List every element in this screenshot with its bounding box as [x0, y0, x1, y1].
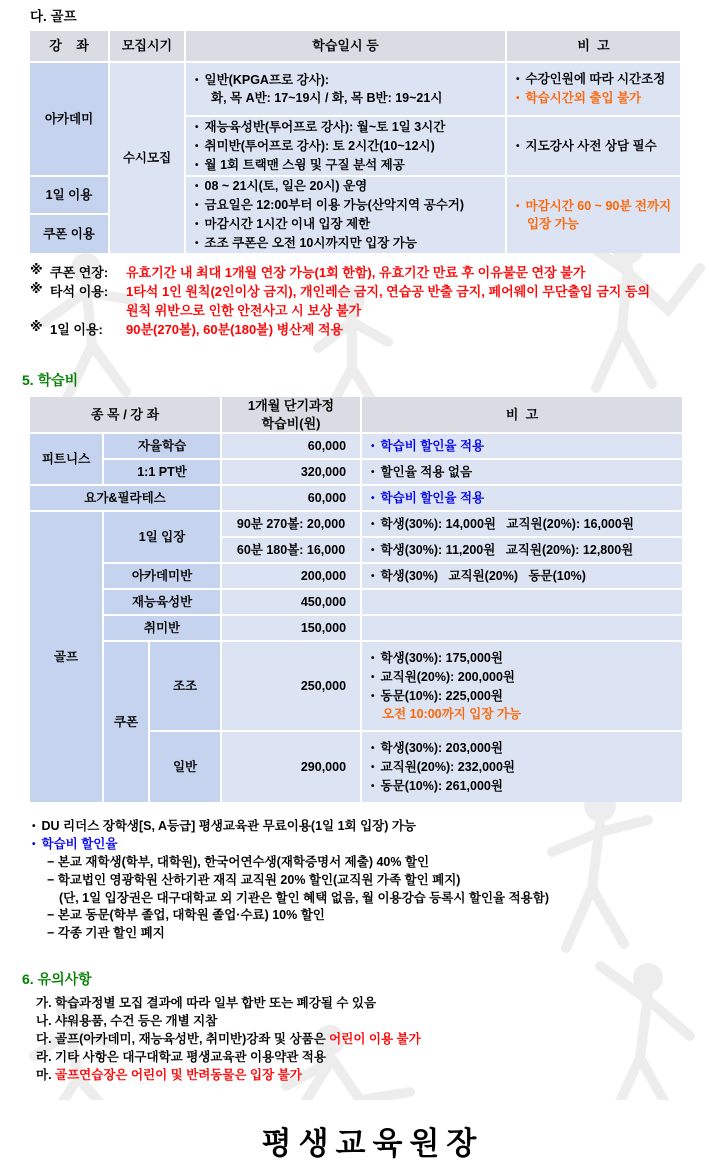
fee-day60: 60분 180볼: 16,000 [222, 538, 360, 562]
discount-info [32, 818, 709, 943]
bullet-icon: • [371, 518, 375, 530]
bullet-icon: • [32, 839, 36, 851]
fee-section-title: 5. 학습비 [22, 372, 79, 388]
footnote-daily-usage: ※ 1일 이용: 90분(270볼), 60분(180볼) 병산제 적용 [30, 319, 344, 337]
bullet-icon: • [371, 466, 375, 478]
bullet-icon: • [371, 440, 375, 452]
course-daily-cell: 1일 이용 [30, 177, 108, 213]
bullet-icon: • [371, 742, 375, 754]
fee-general-coupon: 290,000 [222, 732, 360, 802]
notice-item: 마. 골프연습장은 어린이 및 반려동물은 입장 불가 [36, 1068, 302, 1083]
discount-item: − 본교 재학생(학부, 대학원), 한국어연수생(재학증명서 제출) 40% 할인 [47, 855, 430, 870]
discount-item: (단, 1일 입장권은 대구대학교 외 기관은 할인 혜택 없음, 월 이용강습 등록시 할인율 적용함) [59, 890, 549, 905]
item-yoga-cell: 요가&필라테스 [30, 486, 220, 510]
item-pt-cell: 1:1 PT반 [104, 460, 220, 484]
du-scholarship-line: • DU 리더스 장학생[S, A등급] 평생교육관 무료이용(1일 1회 입장) 가능 [32, 818, 709, 836]
note-jojo: • 학생(30%): 175,000원 • 교직원(20%): 200,000원 • 동문(10%): 225,000원 오전 10:00까지 입장 가능 [362, 642, 682, 730]
note-self-study: • 학습비 할인율 적용 [362, 434, 682, 458]
col-header-schedule: 학습일시 등 [186, 31, 505, 61]
footnote-tee-usage: ※ 타석 이용: 1타석 1인 원칙(2인이상 금지), 개인레슨 금지, 연습공 반출 금지, 페어웨이 무단출입 금지 등의 원칙 위반으로 인한 안전사고 시 보상 불가 [30, 281, 651, 318]
bullet-icon: • [371, 672, 375, 684]
discount-rate-title: • 학습비 할인율 [32, 836, 709, 854]
bullet-icon: • [32, 821, 36, 833]
bullet-icon: • [371, 544, 375, 556]
fee-academy-class: 200,000 [222, 564, 360, 588]
notice-items [36, 994, 709, 1085]
reference-mark-icon: ※ [30, 281, 43, 296]
notice-item: 라. 기타 사항은 대구대학교 평생교육관 이용약관 적용 [36, 1050, 326, 1065]
discount-item: − 학교법인 영광학원 산하기관 재직 교직원 20% 할인(교직원 가족 할인 폐지) [47, 872, 461, 887]
item-golf-cell: 골프 [30, 512, 102, 802]
bullet-icon: • [195, 219, 199, 230]
notice-item: 가. 학습과정별 모집 결과에 따라 일부 합반 또는 폐강될 수 있음 [36, 995, 377, 1010]
notice-section-title: 6. 유의사항 [22, 970, 92, 987]
col-header-note: 비 고 [362, 397, 682, 432]
reference-mark-icon: ※ [30, 319, 43, 334]
reference-mark-icon: ※ [30, 262, 43, 277]
fee-talent-class: 450,000 [222, 590, 360, 614]
col-header-fee: 1개월 단기과정 학습비(원) [222, 397, 360, 432]
item-fitness-cell: 피트니스 [30, 434, 102, 484]
bullet-icon: • [516, 201, 520, 213]
discount-item: − 각종 기관 할인 폐지 [47, 926, 165, 941]
bullet-icon: • [195, 159, 199, 171]
item-coupon-cell: 쿠폰 [104, 642, 148, 802]
col-header-course: 강 좌 [30, 31, 108, 61]
col-header-item: 종 목 / 강 좌 [30, 397, 220, 432]
usage-schedule-cell: • 08 ~ 21시(토, 일은 20시) 운영 • 금요일은 12:00부터 이용 가능(산악지역 공수거) • 마감시간 1시간 이내 입장 제한 • 조조 쿠폰은 오전 10시까지만 입장 가능 [186, 177, 505, 253]
bullet-icon: • [195, 238, 199, 249]
signature-director: 평생교육원장 [261, 1126, 484, 1162]
course-academy-cell: 아카데미 [30, 63, 108, 175]
col-header-period: 모집시기 [110, 31, 184, 61]
item-talent-class-cell: 재능육성반 [104, 590, 220, 614]
bullet-icon: • [516, 74, 520, 85]
col-header-note: 비 고 [507, 31, 680, 61]
golf-section-title: 다. 골프 [30, 9, 77, 24]
bullet-icon: • [195, 140, 199, 152]
notice-item: 나. 샤워용품, 수건 등은 개별 지참 [36, 1013, 218, 1028]
academy-talent-note-cell: • 지도강사 사전 상담 필수 [507, 117, 680, 175]
note-day90: • 학생(30%): 14,000원 교직원(20%): 16,000원 [362, 512, 682, 536]
academy-talent-schedule-cell: • 재능육성반(투어프로 강사): 월~토 1일 3시간 • 취미반(투어프로 강사): 토 2시간(10~12시) • 월 1회 트랙맨 스윙 및 구질 분석 제공 [186, 117, 505, 175]
notice-item: 다. 골프(아카데미, 재능육성반, 취미반)강좌 및 상품은 어린이 이용 불가 [36, 1032, 421, 1047]
note-general-coupon: • 학생(30%): 203,000원 • 교직원(20%): 232,000원 • 동문(10%): 261,000원 [362, 732, 682, 802]
golf-footnotes [30, 262, 709, 338]
bullet-icon: • [195, 121, 199, 133]
bullet-icon: • [371, 691, 375, 703]
course-coupon-cell: 쿠폰 이용 [30, 215, 108, 253]
bullet-icon: • [195, 75, 199, 87]
usage-note-cell: • 마감시간 60 ~ 90분 전까지 입장 가능 [507, 177, 680, 253]
bullet-icon: • [371, 492, 375, 504]
note-academy-class: • 학생(30%) 교직원(20%) 동문(10%) [362, 564, 682, 588]
academy-general-schedule-cell: • 일반(KPGA프로 강사): 화, 목 A반: 17~19시 / 화, 목 B반: 19~21시 [186, 63, 505, 115]
note-pt: • 할인율 적용 없음 [362, 460, 682, 484]
note-day60: • 학생(30%): 11,200원 교직원(20%): 12,800원 [362, 538, 682, 562]
fee-pt: 320,000 [222, 460, 360, 484]
note-talent-class [362, 590, 682, 614]
note-hobby-class [362, 616, 682, 640]
fee-self-study: 60,000 [222, 434, 360, 458]
bullet-icon: • [516, 93, 520, 104]
item-self-study-cell: 자율학습 [104, 434, 220, 458]
fee-table [28, 395, 684, 804]
fee-day90: 90분 270볼: 20,000 [222, 512, 360, 536]
note-yoga: • 학습비 할인율 적용 [362, 486, 682, 510]
item-general-coupon-cell: 일반 [150, 732, 220, 802]
discount-item: − 본교 동문(학부 졸업, 대학원 졸업·수료) 10% 할인 [47, 908, 325, 923]
footnote-coupon-extension: ※ 쿠폰 연장: 유효기간 내 최대 1개월 연장 가능(1회 한함), 유효기간 만료 후 이유불문 연장 불가 [30, 262, 586, 280]
bullet-icon: • [195, 200, 199, 211]
bullet-icon: • [371, 570, 375, 582]
bullet-icon: • [195, 181, 199, 192]
academy-general-note-cell: • 수강인원에 따라 시간조정 • 학습시간외 출입 불가 [507, 63, 680, 115]
item-day-admission-cell: 1일 입장 [104, 512, 220, 562]
fee-jojo: 250,000 [222, 642, 360, 730]
item-jojo-cell: 조조 [150, 642, 220, 730]
bullet-icon: • [516, 140, 520, 152]
fee-yoga: 60,000 [222, 486, 360, 510]
item-academy-class-cell: 아카데미반 [104, 564, 220, 588]
bullet-icon: • [371, 780, 375, 792]
bullet-icon: • [371, 653, 375, 665]
bullet-icon: • [371, 761, 375, 773]
fee-hobby-class: 150,000 [222, 616, 360, 640]
period-cell: 수시모집 [110, 63, 184, 253]
item-hobby-class-cell: 취미반 [104, 616, 220, 640]
golf-schedule-table [28, 29, 682, 255]
